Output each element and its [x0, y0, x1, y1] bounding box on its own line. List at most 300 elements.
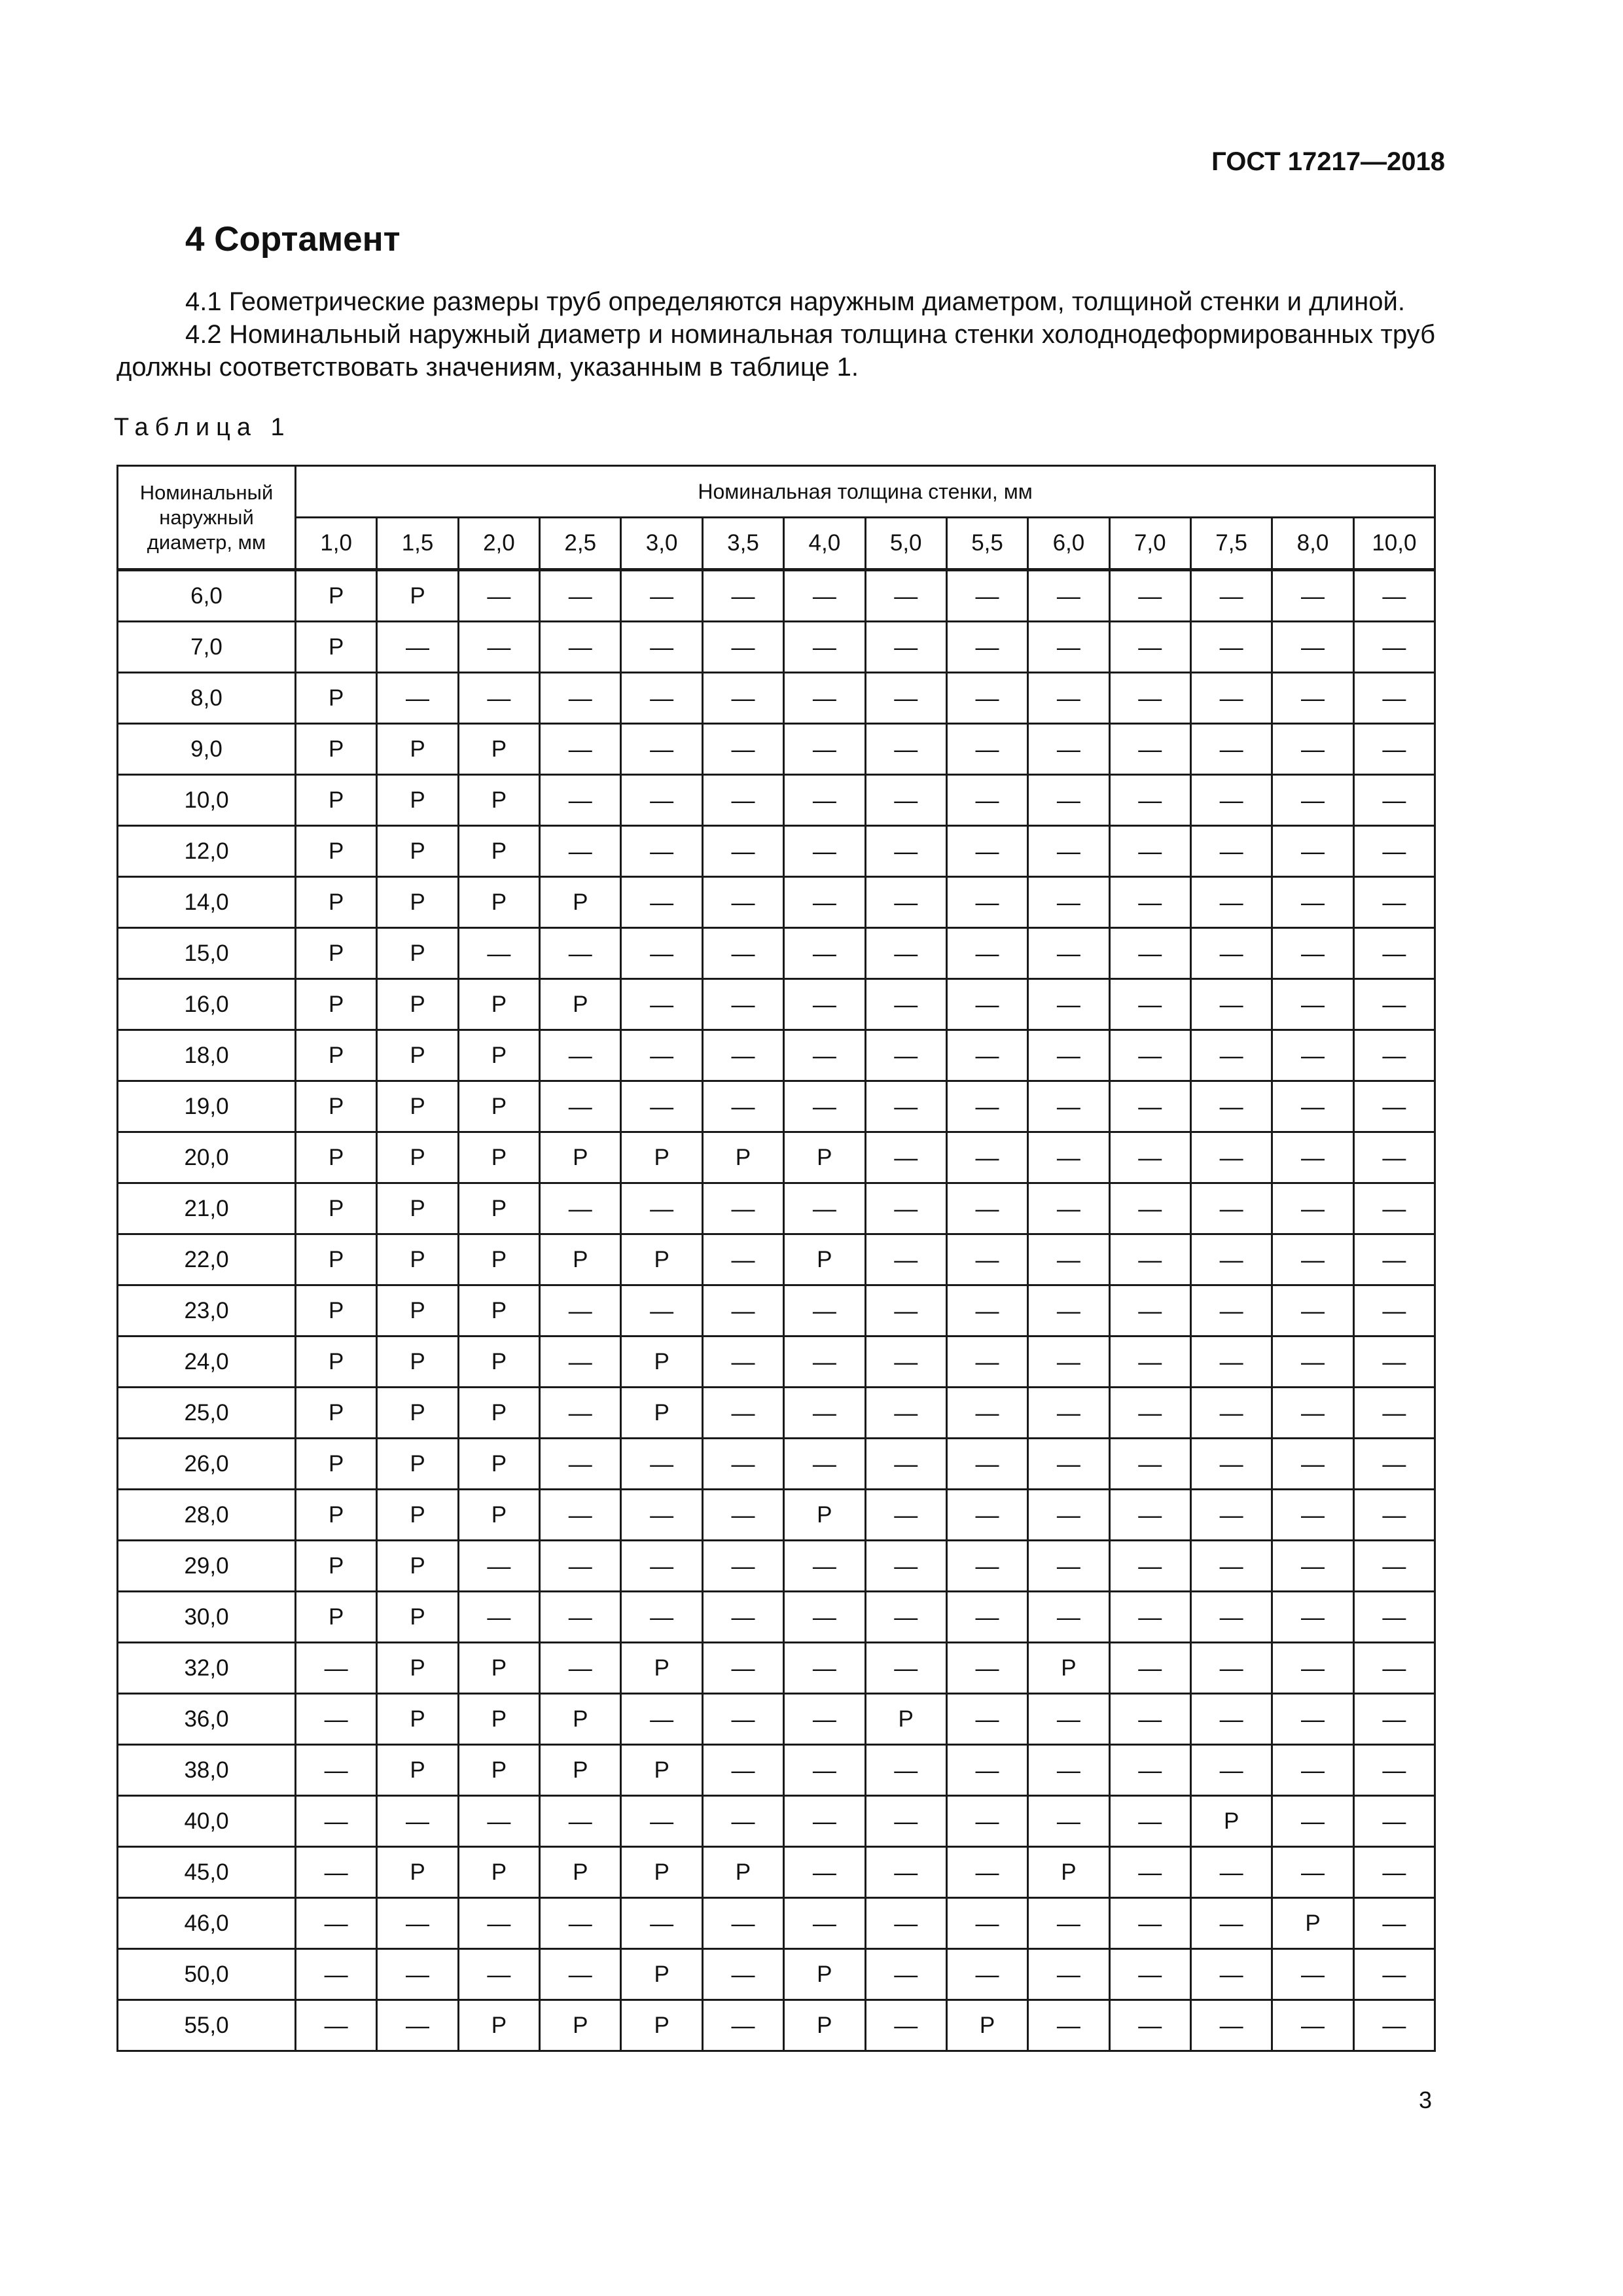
table-row [118, 826, 1435, 877]
availability-cell: — [1109, 1694, 1190, 1745]
availability-cell: — [296, 1745, 377, 1796]
availability-cell: — [1109, 775, 1190, 826]
availability-cell: — [702, 622, 783, 673]
availability-cell: — [1353, 724, 1435, 775]
availability-cell: — [1272, 1490, 1353, 1541]
availability-cell: — [702, 1796, 783, 1847]
availability-cell: — [784, 1592, 865, 1643]
availability-cell: — [702, 724, 783, 775]
availability-cell: — [702, 1234, 783, 1285]
paragraph-4-1: 4.1 Геометрические размеры труб определяются наружным диаметром, толщиной стенки и длиной. [185, 287, 1405, 316]
availability-cell: — [865, 1388, 946, 1439]
availability-cell: Р [458, 1847, 539, 1898]
availability-cell: Р [377, 979, 458, 1030]
availability-cell: Р [540, 877, 621, 928]
availability-cell: — [540, 1183, 621, 1234]
availability-cell: — [458, 928, 539, 979]
availability-cell: — [865, 1847, 946, 1898]
availability-cell: — [540, 1898, 621, 1949]
availability-cell: — [784, 1847, 865, 1898]
availability-cell: — [1353, 1183, 1435, 1234]
diameter-cell: 36,0 [118, 1694, 296, 1745]
availability-cell: — [1353, 1388, 1435, 1439]
availability-cell: Р [296, 826, 377, 877]
table-row [118, 1081, 1435, 1132]
availability-cell: — [1272, 1439, 1353, 1490]
availability-cell: — [1190, 1694, 1272, 1745]
availability-cell: — [540, 1949, 621, 2000]
availability-cell: — [540, 1285, 621, 1336]
availability-cell: — [540, 775, 621, 826]
availability-cell: — [1190, 673, 1272, 724]
availability-cell: — [1190, 1234, 1272, 1285]
availability-cell: — [540, 1388, 621, 1439]
availability-cell: — [1028, 1745, 1109, 1796]
availability-cell: — [946, 979, 1027, 1030]
availability-cell: — [865, 2000, 946, 2051]
availability-cell: — [1190, 928, 1272, 979]
availability-cell: — [702, 2000, 783, 2051]
availability-cell: — [946, 570, 1027, 622]
availability-cell: Р [458, 979, 539, 1030]
availability-cell: — [784, 775, 865, 826]
availability-cell: — [946, 1030, 1027, 1081]
availability-cell: — [1353, 1132, 1435, 1183]
diameter-cell: 18,0 [118, 1030, 296, 1081]
availability-cell: Р [377, 928, 458, 979]
availability-cell: — [865, 1745, 946, 1796]
availability-cell: — [865, 826, 946, 877]
availability-cell: — [946, 1336, 1027, 1388]
diameter-cell: 21,0 [118, 1183, 296, 1234]
availability-cell: — [377, 673, 458, 724]
diameter-cell: 45,0 [118, 1847, 296, 1898]
availability-cell: — [1272, 1388, 1353, 1439]
table-row [118, 1132, 1435, 1183]
availability-cell: — [1190, 1388, 1272, 1439]
table-row [118, 570, 1435, 622]
thickness-header-cell: 3,0 [621, 518, 702, 570]
availability-cell: Р [377, 1745, 458, 1796]
availability-cell: — [1109, 1643, 1190, 1694]
availability-cell: — [784, 1898, 865, 1949]
table-row [118, 1388, 1435, 1439]
availability-cell: — [1109, 2000, 1190, 2051]
availability-cell: — [702, 1694, 783, 1745]
availability-cell: — [946, 1234, 1027, 1285]
availability-cell: — [1109, 1285, 1190, 1336]
availability-cell: — [865, 1439, 946, 1490]
availability-cell: — [865, 1234, 946, 1285]
availability-cell: — [458, 1541, 539, 1592]
availability-cell: — [1190, 1949, 1272, 2000]
availability-cell: — [702, 775, 783, 826]
thickness-header-cell: 4,0 [784, 518, 865, 570]
availability-cell: — [458, 1949, 539, 2000]
availability-cell: — [540, 1030, 621, 1081]
availability-cell: — [1272, 979, 1353, 1030]
availability-cell: — [1353, 1439, 1435, 1490]
availability-cell: — [1190, 1030, 1272, 1081]
availability-cell: — [784, 1745, 865, 1796]
availability-cell: — [1272, 877, 1353, 928]
availability-cell: — [1028, 826, 1109, 877]
availability-cell: Р [621, 1643, 702, 1694]
availability-cell: — [946, 1388, 1027, 1439]
table-row [118, 1183, 1435, 1234]
availability-cell: — [621, 877, 702, 928]
availability-cell: — [1109, 1388, 1190, 1439]
availability-cell: — [946, 775, 1027, 826]
availability-cell: — [1272, 1694, 1353, 1745]
availability-cell: — [865, 724, 946, 775]
availability-cell: — [1109, 1796, 1190, 1847]
table-row [118, 1336, 1435, 1388]
availability-cell: — [621, 724, 702, 775]
availability-cell: — [458, 1796, 539, 1847]
availability-cell: — [621, 979, 702, 1030]
availability-cell: — [1109, 1592, 1190, 1643]
availability-cell: — [946, 1949, 1027, 2000]
availability-cell: — [540, 622, 621, 673]
availability-cell: Р [296, 622, 377, 673]
table-row [118, 1898, 1435, 1949]
availability-cell: Р [784, 1490, 865, 1541]
diameter-cell: 26,0 [118, 1439, 296, 1490]
availability-cell: — [784, 979, 865, 1030]
availability-cell: — [702, 570, 783, 622]
availability-cell: — [946, 826, 1027, 877]
availability-cell: — [1272, 1643, 1353, 1694]
table-row [118, 673, 1435, 724]
availability-cell: — [702, 1592, 783, 1643]
availability-cell: Р [458, 1030, 539, 1081]
availability-cell: Р [377, 826, 458, 877]
availability-cell: Р [621, 2000, 702, 2051]
availability-cell: — [946, 673, 1027, 724]
thickness-header-cell: 1,0 [296, 518, 377, 570]
availability-cell: — [1109, 622, 1190, 673]
availability-cell: — [1028, 979, 1109, 1030]
availability-cell: Р [377, 1847, 458, 1898]
availability-cell: — [1028, 2000, 1109, 2051]
availability-cell: Р [377, 1541, 458, 1592]
availability-cell: — [865, 570, 946, 622]
availability-cell: — [1109, 1745, 1190, 1796]
table-row [118, 1490, 1435, 1541]
table-row [118, 1847, 1435, 1898]
table-row [118, 1592, 1435, 1643]
availability-cell: — [1353, 1030, 1435, 1081]
availability-cell: — [296, 1949, 377, 2000]
availability-cell: — [1272, 1183, 1353, 1234]
availability-cell: Р [458, 1132, 539, 1183]
availability-cell: — [540, 928, 621, 979]
table-row [118, 928, 1435, 979]
table-row [118, 724, 1435, 775]
availability-cell: — [377, 622, 458, 673]
availability-cell: Р [621, 1745, 702, 1796]
availability-cell: — [621, 775, 702, 826]
availability-cell: — [1190, 2000, 1272, 2051]
availability-cell: Р [621, 1388, 702, 1439]
availability-cell: — [784, 928, 865, 979]
availability-cell: — [702, 1388, 783, 1439]
availability-cell: — [1272, 928, 1353, 979]
availability-cell: Р [296, 1183, 377, 1234]
availability-cell: — [1190, 1541, 1272, 1592]
availability-cell: — [1190, 826, 1272, 877]
availability-cell: — [1353, 1490, 1435, 1541]
availability-cell: — [1028, 1898, 1109, 1949]
diameter-cell: 24,0 [118, 1336, 296, 1388]
diameter-column-header: Номинальный наружный диаметр, мм [118, 466, 296, 570]
availability-cell: — [1028, 1541, 1109, 1592]
availability-cell: — [1109, 1490, 1190, 1541]
availability-cell: Р [458, 1490, 539, 1541]
thickness-header-cell: 2,0 [458, 518, 539, 570]
availability-cell: Р [540, 979, 621, 1030]
diameter-cell: 9,0 [118, 724, 296, 775]
availability-cell: — [540, 724, 621, 775]
availability-cell: — [865, 1898, 946, 1949]
table-row [118, 979, 1435, 1030]
availability-cell: — [1353, 1234, 1435, 1285]
availability-cell: — [1028, 1694, 1109, 1745]
availability-cell: Р [458, 1643, 539, 1694]
availability-cell: — [540, 826, 621, 877]
availability-cell: — [1028, 1030, 1109, 1081]
availability-cell: — [1109, 1132, 1190, 1183]
availability-cell: — [1353, 928, 1435, 979]
availability-cell: Р [296, 1234, 377, 1285]
availability-cell: Р [540, 1132, 621, 1183]
availability-cell: — [702, 1541, 783, 1592]
availability-cell: — [946, 1490, 1027, 1541]
availability-cell: — [458, 1898, 539, 1949]
diameter-cell: 16,0 [118, 979, 296, 1030]
availability-cell: Р [296, 928, 377, 979]
availability-cell: — [1028, 1490, 1109, 1541]
availability-cell: — [1028, 622, 1109, 673]
availability-cell: Р [702, 1132, 783, 1183]
availability-cell: — [702, 826, 783, 877]
diameter-cell: 7,0 [118, 622, 296, 673]
availability-cell: — [1272, 570, 1353, 622]
availability-cell: — [377, 1949, 458, 2000]
availability-cell: — [865, 673, 946, 724]
availability-cell: Р [296, 775, 377, 826]
availability-cell: Р [296, 979, 377, 1030]
thickness-header-row [118, 518, 1435, 570]
availability-cell: Р [377, 1643, 458, 1694]
diameter-cell: 20,0 [118, 1132, 296, 1183]
availability-cell: — [1190, 1592, 1272, 1643]
availability-cell: Р [296, 1439, 377, 1490]
availability-cell: — [946, 1643, 1027, 1694]
availability-cell: Р [458, 1183, 539, 1234]
availability-cell: — [296, 2000, 377, 2051]
availability-cell: Р [458, 724, 539, 775]
table-row [118, 2000, 1435, 2051]
availability-cell: — [621, 1541, 702, 1592]
availability-cell: — [540, 570, 621, 622]
availability-cell: — [621, 1898, 702, 1949]
availability-cell: — [784, 1336, 865, 1388]
availability-cell: — [1109, 1949, 1190, 2000]
availability-cell: — [1109, 1847, 1190, 1898]
thickness-group-header: Номинальная толщина стенки, мм [296, 466, 1435, 518]
availability-cell: — [1109, 673, 1190, 724]
table-row [118, 775, 1435, 826]
availability-cell: Р [377, 1490, 458, 1541]
availability-cell: — [865, 1285, 946, 1336]
availability-cell: — [621, 1081, 702, 1132]
availability-cell: — [784, 724, 865, 775]
availability-cell: — [784, 1081, 865, 1132]
availability-cell: — [1109, 1541, 1190, 1592]
availability-cell: — [1190, 1336, 1272, 1388]
availability-cell: Р [296, 1541, 377, 1592]
diameter-cell: 55,0 [118, 2000, 296, 2051]
availability-cell: Р [540, 1694, 621, 1745]
availability-cell: — [1353, 775, 1435, 826]
availability-cell: — [1190, 1081, 1272, 1132]
availability-cell: — [946, 1796, 1027, 1847]
diameter-cell: 15,0 [118, 928, 296, 979]
availability-cell: — [1272, 775, 1353, 826]
availability-cell: Р [377, 1183, 458, 1234]
availability-cell: — [1353, 622, 1435, 673]
availability-cell: — [621, 826, 702, 877]
availability-cell: — [1190, 622, 1272, 673]
availability-cell: — [1353, 673, 1435, 724]
availability-cell: — [702, 928, 783, 979]
paragraph-4-2: 4.2 Номинальный наружный диаметр и номинальная толщина стенки холоднодеформированных труб должны соответствовать значениям, указанным в таблице 1. [116, 320, 1435, 382]
thickness-header-cell: 10,0 [1353, 518, 1435, 570]
table-row [118, 1285, 1435, 1336]
availability-cell: Р [296, 1336, 377, 1388]
availability-cell: — [1353, 570, 1435, 622]
availability-cell: — [702, 1898, 783, 1949]
availability-cell: Р [865, 1694, 946, 1745]
availability-cell: — [1190, 1745, 1272, 1796]
availability-cell: — [946, 1132, 1027, 1183]
availability-cell: — [1190, 1132, 1272, 1183]
availability-cell: Р [377, 1336, 458, 1388]
availability-cell: — [377, 1796, 458, 1847]
availability-cell: — [702, 1745, 783, 1796]
availability-cell: Р [458, 877, 539, 928]
availability-cell: Р [296, 1285, 377, 1336]
availability-cell: Р [784, 1234, 865, 1285]
availability-cell: — [621, 928, 702, 979]
availability-cell: — [946, 724, 1027, 775]
diameter-cell: 32,0 [118, 1643, 296, 1694]
availability-cell: — [1028, 673, 1109, 724]
thickness-header-cell: 3,5 [702, 518, 783, 570]
availability-cell: — [946, 928, 1027, 979]
availability-cell: — [784, 1796, 865, 1847]
availability-cell: Р [458, 1234, 539, 1285]
availability-cell: — [784, 1694, 865, 1745]
diameter-cell: 50,0 [118, 1949, 296, 2000]
availability-cell: — [1109, 570, 1190, 622]
diameter-cell: 29,0 [118, 1541, 296, 1592]
availability-cell: — [377, 1898, 458, 1949]
availability-cell: — [540, 1796, 621, 1847]
availability-cell: — [1272, 1030, 1353, 1081]
availability-cell: — [1272, 1847, 1353, 1898]
availability-cell: — [784, 1388, 865, 1439]
availability-cell: Р [458, 1694, 539, 1745]
availability-cell: — [784, 1285, 865, 1336]
availability-cell: Р [621, 1949, 702, 2000]
table-row [118, 1745, 1435, 1796]
diameter-cell: 19,0 [118, 1081, 296, 1132]
availability-cell: — [540, 1439, 621, 1490]
availability-cell: — [1028, 570, 1109, 622]
availability-cell: — [1353, 1081, 1435, 1132]
availability-cell: Р [946, 2000, 1027, 2051]
availability-cell: Р [784, 1949, 865, 2000]
diameter-cell: 8,0 [118, 673, 296, 724]
availability-cell: — [1109, 877, 1190, 928]
availability-cell: — [1190, 775, 1272, 826]
diameter-cell: 6,0 [118, 570, 296, 622]
availability-cell: — [458, 673, 539, 724]
availability-cell: — [296, 1796, 377, 1847]
availability-cell: — [784, 622, 865, 673]
availability-cell: — [784, 877, 865, 928]
availability-cell: Р [377, 1234, 458, 1285]
availability-cell: — [1272, 1234, 1353, 1285]
availability-cell: Р [377, 1592, 458, 1643]
availability-cell: — [865, 775, 946, 826]
diameter-cell: 12,0 [118, 826, 296, 877]
availability-cell: — [702, 1949, 783, 2000]
availability-cell: — [865, 1081, 946, 1132]
table-row [118, 1643, 1435, 1694]
availability-cell: — [1272, 1796, 1353, 1847]
availability-cell: Р [621, 1132, 702, 1183]
availability-cell: — [1353, 979, 1435, 1030]
availability-cell: Р [296, 1081, 377, 1132]
availability-cell: Р [377, 877, 458, 928]
availability-cell: — [1109, 1336, 1190, 1388]
availability-cell: Р [458, 1081, 539, 1132]
availability-cell: — [1353, 1694, 1435, 1745]
diameter-cell: 14,0 [118, 877, 296, 928]
availability-cell: — [865, 1541, 946, 1592]
availability-cell: — [865, 928, 946, 979]
availability-cell: — [1028, 1285, 1109, 1336]
availability-cell: Р [296, 1030, 377, 1081]
diameter-cell: 22,0 [118, 1234, 296, 1285]
availability-cell: — [540, 1336, 621, 1388]
availability-cell: Р [458, 1745, 539, 1796]
availability-cell: — [702, 1030, 783, 1081]
availability-cell: — [1028, 1336, 1109, 1388]
availability-cell: — [1353, 1745, 1435, 1796]
availability-cell: — [1353, 1643, 1435, 1694]
table-row [118, 1439, 1435, 1490]
availability-cell: Р [296, 673, 377, 724]
thickness-header-cell: 5,5 [946, 518, 1027, 570]
document-code: ГОСТ 17217—2018 [1211, 147, 1445, 176]
availability-cell: Р [1272, 1898, 1353, 1949]
availability-cell: — [540, 1081, 621, 1132]
